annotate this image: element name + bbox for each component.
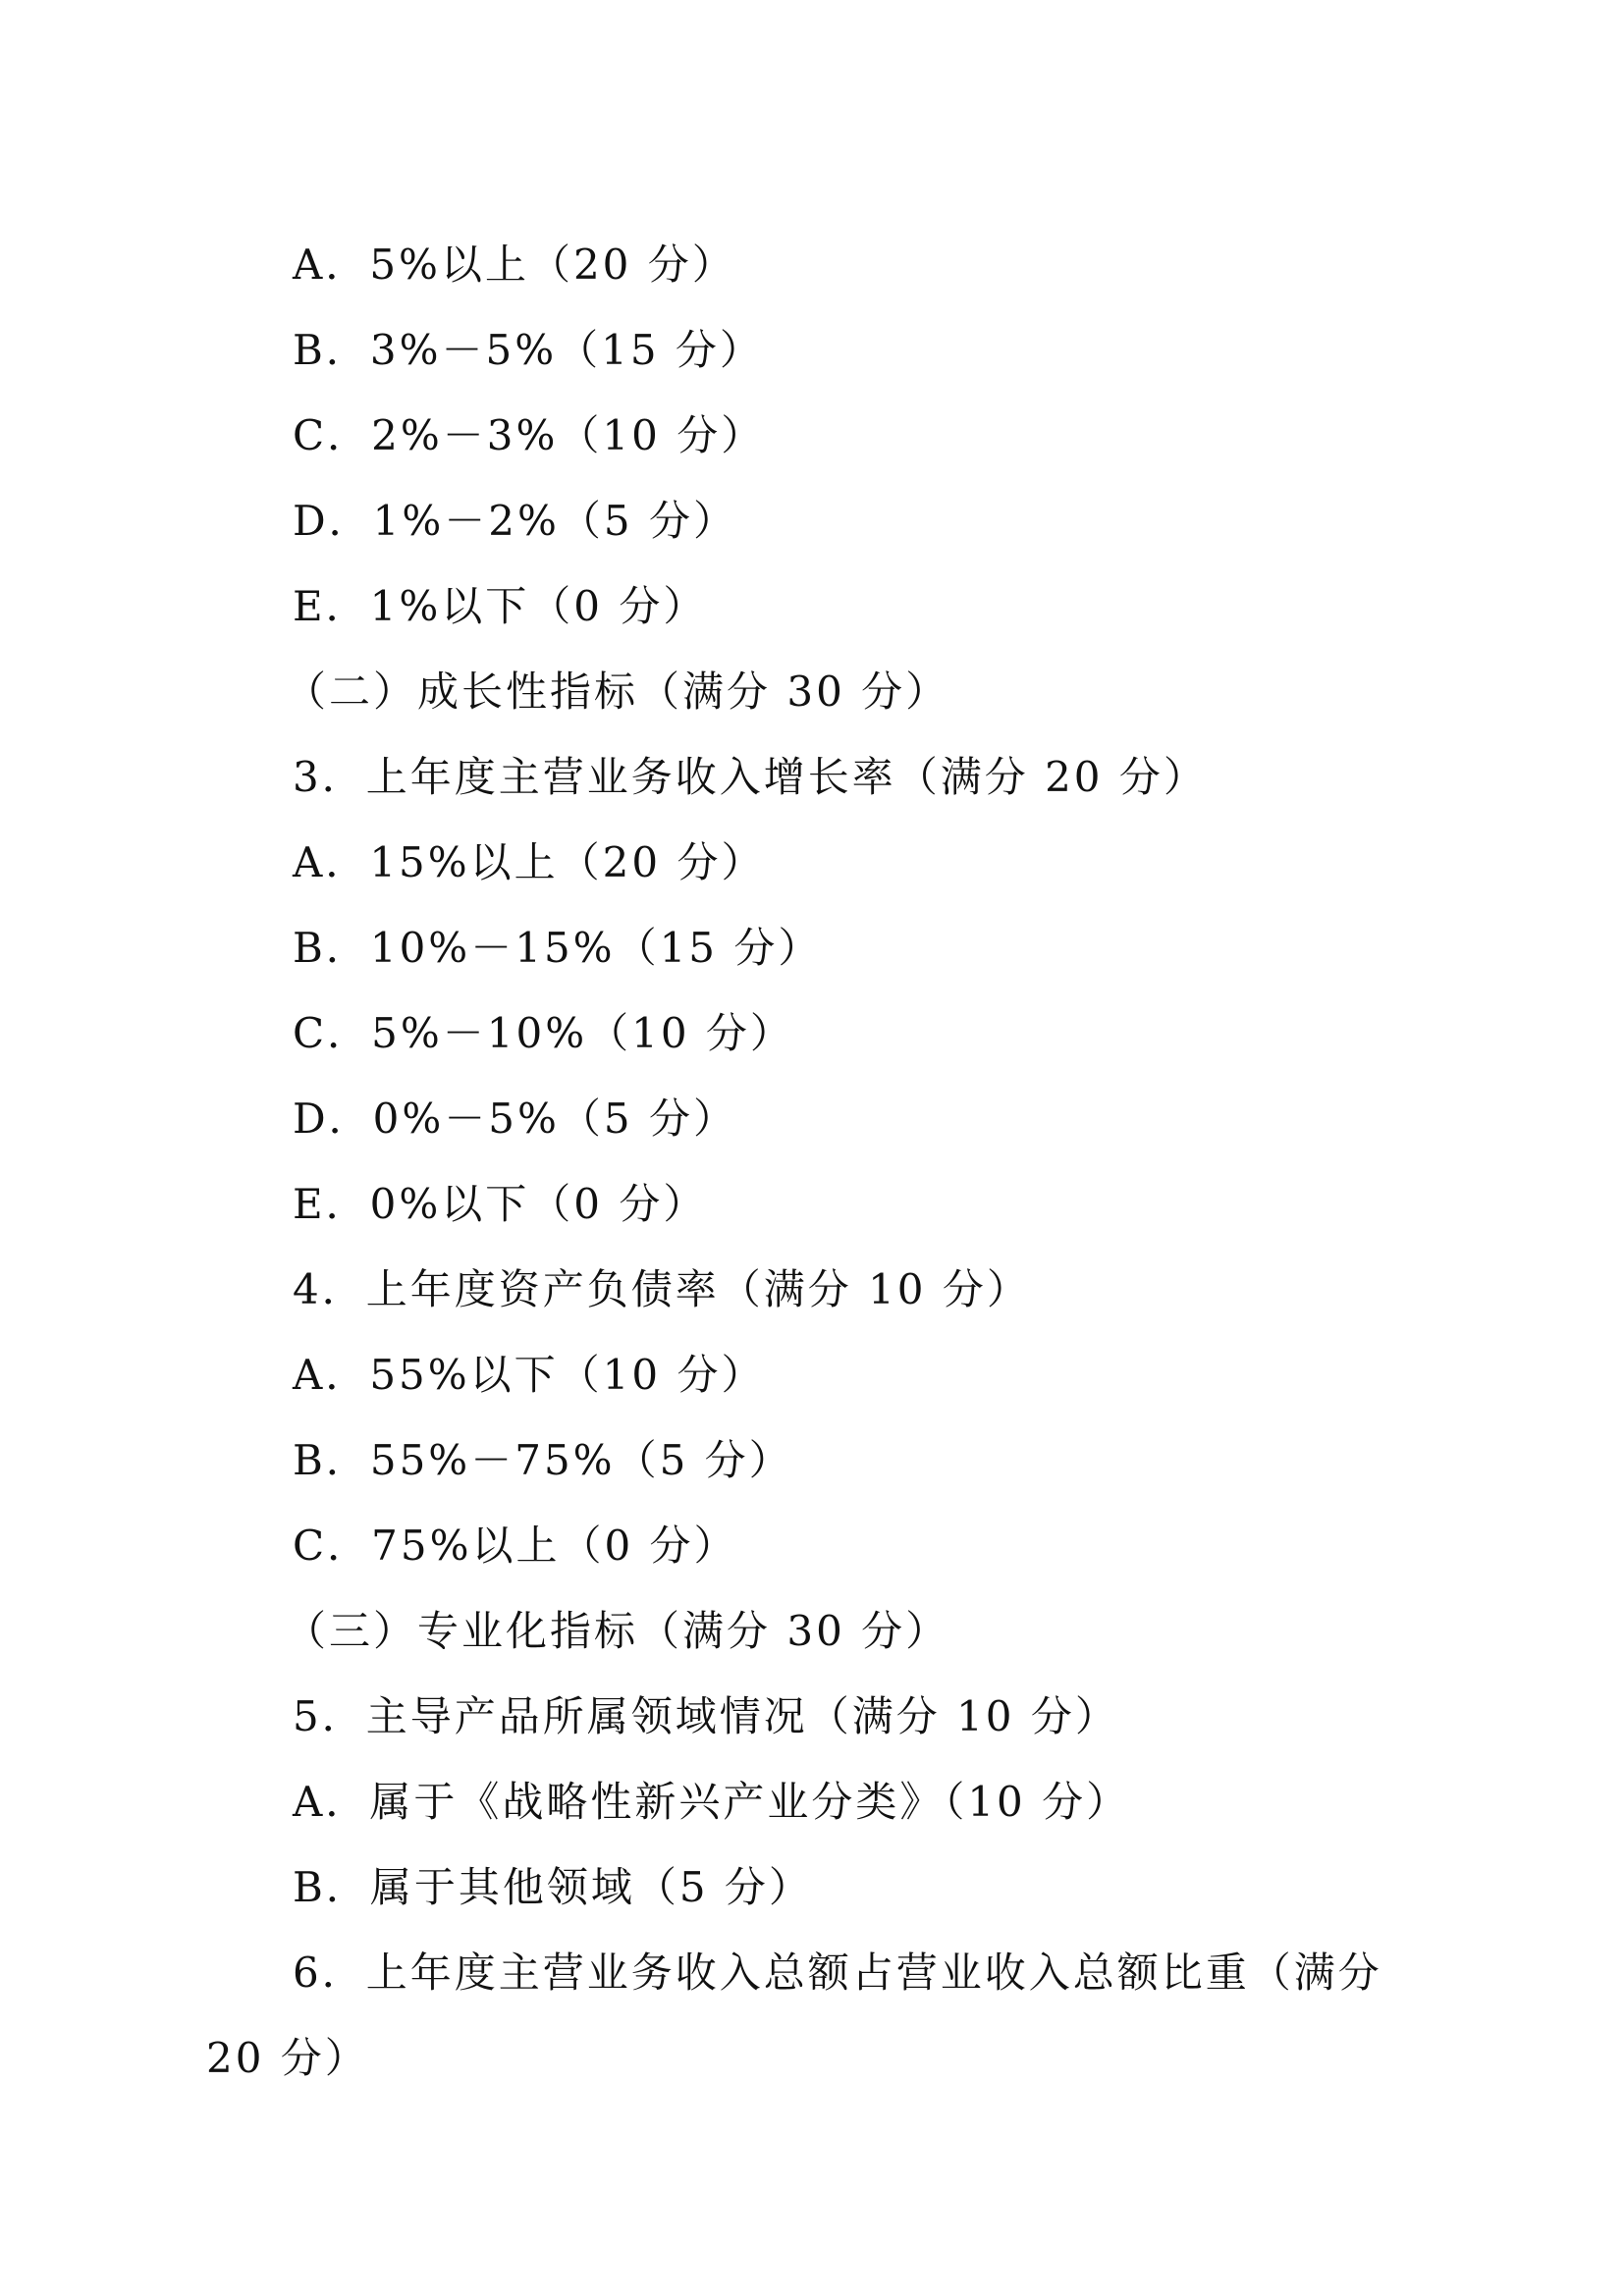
option-line: C．75%以上（0 分） [293,1522,738,1570]
item-title: 5．主导产品所属领域情况（满分 10 分） [293,1692,1119,1740]
option-line: A．属于《战略性新兴产业分类》（10 分） [293,1778,1131,1826]
option-line: B．10%－15%（15 分） [293,924,823,972]
option-line: A．55%以下（10 分） [293,1351,766,1399]
item-title: 3．上年度主营业务收入增长率（满分 20 分） [293,753,1208,801]
section-heading: （二）成长性指标（满分 30 分） [285,667,950,716]
option-line: A．5%以上（20 分） [293,240,736,289]
option-line: D．1%－2%（5 分） [293,497,738,545]
option-line: B．55%－75%（5 分） [293,1436,793,1484]
option-line: B．3%－5%（15 分） [293,326,764,374]
option-line: B．属于其他领域（5 分） [293,1863,813,1911]
option-line: D．0%－5%（5 分） [293,1095,738,1143]
option-line: C．2%－3%（10 分） [293,411,766,459]
option-line: A．15%以上（20 分） [293,838,766,886]
option-line: E．0%以下（0 分） [293,1180,708,1228]
item-title-paragraph: 6．上年度主营业务收入总额占营业收入总额比重（满分 20 分） [206,1949,1382,2082]
option-line: E．1%以下（0 分） [293,582,708,630]
option-line: C．5%－10%（10 分） [293,1009,794,1057]
item-title: 4．上年度资产负债率（满分 10 分） [293,1265,1031,1313]
section-heading: （三）专业化指标（满分 30 分） [285,1607,950,1655]
